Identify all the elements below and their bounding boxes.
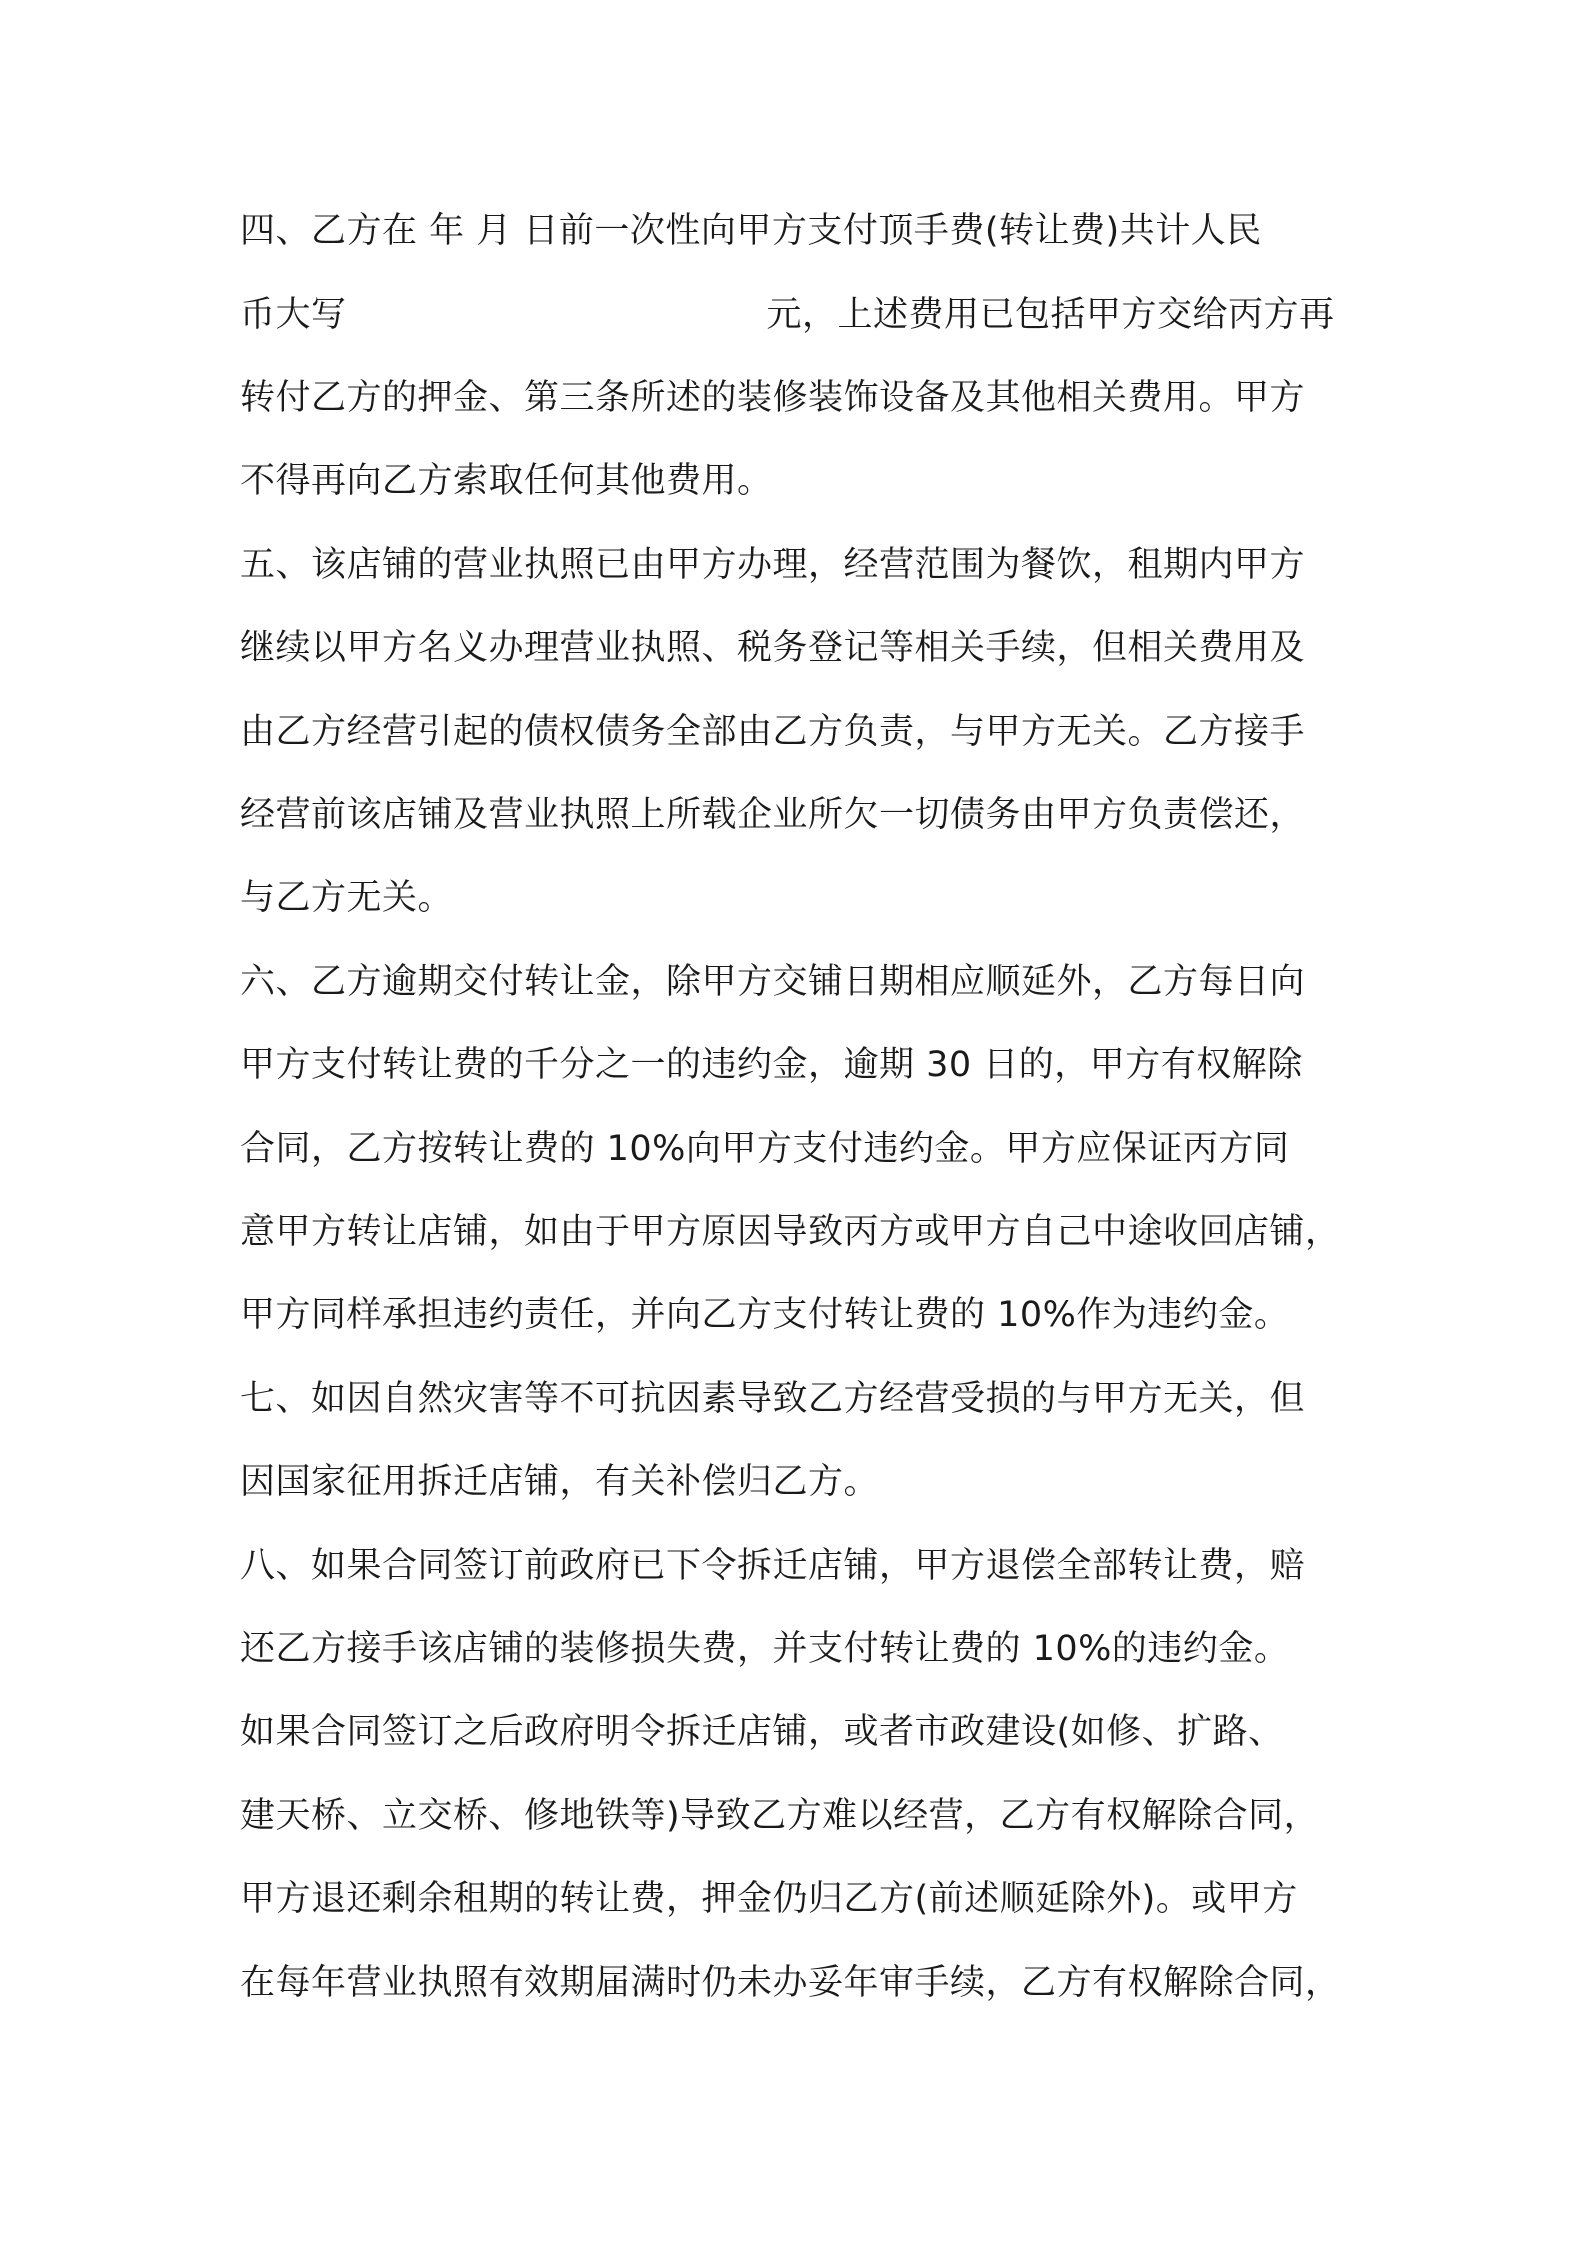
clause-8-line-5: 甲方退还剩余租期的转让费，押金仍归乙方(前述顺延除外)。或甲方 bbox=[240, 1879, 1298, 1919]
clause-7-line-1: 七、如因自然灾害等不可抗因素导致乙方经营受损的与甲方无关，但 bbox=[240, 1379, 1306, 1419]
clause-6-line-3: 合同，乙方按转让费的 10%向甲方支付违约金。甲方应保证丙方同 bbox=[240, 1129, 1290, 1169]
clause-7-line-2: 因国家征用拆迁店铺，有关补偿归乙方。 bbox=[240, 1462, 880, 1502]
clause-8-line-1: 八、如果合同签订前政府已下令拆迁店铺，甲方退偿全部转让费，赔 bbox=[240, 1546, 1306, 1586]
clause-6-line-1: 六、乙方逾期交付转让金，除甲方交铺日期相应顺延外，乙方每日向 bbox=[240, 962, 1306, 1002]
clause-6-line-2: 甲方支付转让费的千分之一的违约金，逾期 30 日的，甲方有权解除 bbox=[240, 1045, 1303, 1085]
clause-4-line-2-end: 元，上述费用已包括甲方交给丙方再 bbox=[766, 295, 1335, 335]
clause-4-line-2-start: 币大写 bbox=[240, 295, 347, 335]
clause-4-line-3: 转付乙方的押金、第三条所述的装修装饰设备及其他相关费用。甲方 bbox=[240, 378, 1306, 418]
clause-5-line-1: 五、该店铺的营业执照已由甲方办理，经营范围为餐饮，租期内甲方 bbox=[240, 545, 1306, 585]
clause-5-line-2: 继续以甲方名义办理营业执照、税务登记等相关手续，但相关费用及 bbox=[240, 628, 1306, 668]
clause-6-line-4: 意甲方转让店铺，如由于甲方原因导致丙方或甲方自己中途收回店铺， bbox=[240, 1212, 1341, 1252]
clause-5-line-5: 与乙方无关。 bbox=[240, 878, 454, 918]
clause-5-line-4: 经营前该店铺及营业执照上所载企业所欠一切债务由甲方负责偿还， bbox=[240, 795, 1306, 835]
clause-6-line-5: 甲方同样承担违约责任，并向乙方支付转让费的 10%作为违约金。 bbox=[240, 1295, 1290, 1335]
clause-4-line-1: 四、乙方在 年 月 日前一次性向甲方支付顶手费(转让费)共计人民 bbox=[240, 211, 1262, 251]
clause-8-line-4: 建天桥、立交桥、修地铁等)导致乙方难以经营，乙方有权解除合同， bbox=[240, 1796, 1320, 1836]
clause-4-line-4: 不得再向乙方索取任何其他费用。 bbox=[240, 461, 773, 501]
clause-8-line-2: 还乙方接手该店铺的装修损失费，并支付转让费的 10%的违约金。 bbox=[240, 1629, 1290, 1669]
clause-5-line-3: 由乙方经营引起的债权债务全部由乙方负责，与甲方无关。乙方接手 bbox=[240, 712, 1306, 752]
clause-8-line-3: 如果合同签订之后政府明令拆迁店铺，或者市政建设(如修、扩路、 bbox=[240, 1712, 1284, 1752]
clause-8-line-6: 在每年营业执照有效期届满时仍未办妥年审手续，乙方有权解除合同， bbox=[240, 1963, 1341, 2003]
clause-4-line-2 bbox=[240, 290, 1335, 340]
